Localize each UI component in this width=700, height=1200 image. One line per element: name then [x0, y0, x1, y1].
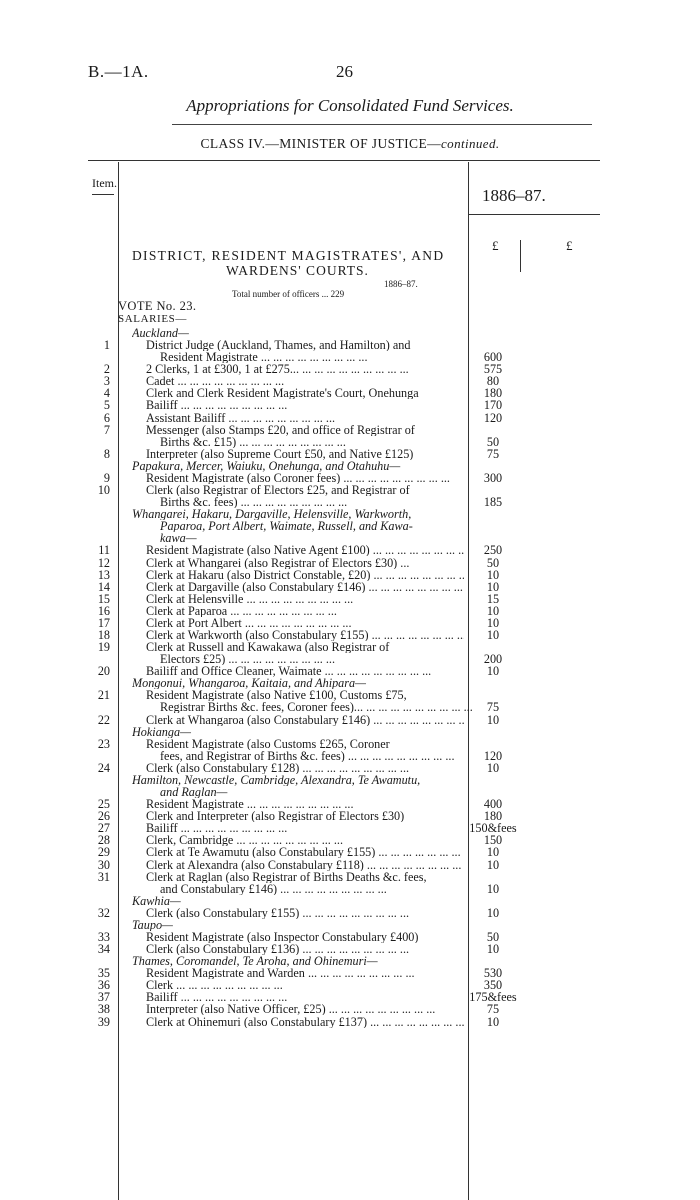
item-description: Hamilton, Newcastle, Cambridge, Alexandra, Te Awamutu, [132, 773, 421, 786]
item-number: 25 [97, 797, 110, 812]
table-row [0, 593, 700, 605]
item-amount: 150 [483, 833, 503, 848]
table-row [0, 762, 700, 774]
item-number: 19 [97, 640, 110, 655]
item-description: 2 Clerks, 1 at £300, 1 at £275... ... [146, 363, 464, 375]
table-row [0, 641, 700, 653]
item-amount: 10 [486, 579, 500, 594]
item-number: 8 [103, 446, 110, 461]
item-description: Resident Magistrate ... [160, 351, 478, 363]
item-amount: 175&fees [469, 990, 517, 1005]
item-number: 31 [97, 869, 110, 884]
item-number: 24 [97, 760, 110, 775]
item-description: Clerk (also Constabulary £136) ... [146, 943, 464, 955]
item-amount: 10 [486, 942, 500, 957]
item-number: 34 [97, 942, 110, 957]
item-amount: 50 [486, 555, 500, 570]
item-description: fees, and Registrar of Births &c. fees) ... [160, 750, 478, 762]
item-description: Clerk at Port Albert ... [146, 617, 464, 629]
item-description: Clerk at Warkworth (also Constabulary £155) ... [146, 629, 464, 641]
officers-total: Total number of officers ... 229 [232, 289, 345, 299]
table-row [0, 399, 700, 411]
item-number: 33 [97, 930, 110, 944]
item-description: Resident Magistrate and Warden ... [146, 967, 464, 979]
item-description: Resident Magistrate (also Inspector Constabulary £400) [146, 931, 419, 943]
year-header: 1886–87. [482, 186, 546, 205]
item-description: Clerk at Helensville ... [146, 593, 464, 605]
item-description: Papakura, Mercer, Waiuku, Onehunga, and Otahuhu— [132, 459, 401, 472]
item-amount: 600 [483, 350, 503, 365]
item-number: 2 [103, 362, 110, 377]
class-title-continued: continued. [441, 136, 500, 151]
table-row [0, 859, 700, 871]
table-row [0, 907, 700, 919]
item-description: Taupo— [132, 918, 173, 931]
item-amount: 150&fees [469, 821, 517, 836]
item-amount: 10 [486, 905, 500, 920]
item-description: District Judge (Auckland, Thames, and Hamilton) and [146, 339, 411, 352]
item-description: Births &c. £15) ... [160, 436, 478, 448]
item-number: 30 [97, 857, 110, 872]
item-number: 27 [97, 821, 110, 836]
item-amount: 10 [486, 615, 500, 630]
item-amount: 120 [483, 748, 503, 763]
item-description: Interpreter (also Supreme Court £50, and Native £125) [146, 447, 414, 460]
item-amount: 10 [486, 664, 500, 679]
item-description: Registrar Births &c. fees, Coroner fees)... ... [160, 701, 478, 713]
table-row [0, 557, 700, 569]
item-number: 26 [97, 809, 110, 824]
item-description: Auckland— [132, 327, 189, 339]
table-row [0, 484, 700, 496]
item-number: 28 [97, 833, 110, 848]
table-row [0, 436, 700, 448]
item-amount: 170 [483, 398, 503, 413]
report-reference: B.—1A. [88, 62, 149, 81]
item-number: 37 [97, 990, 110, 1005]
item-amount: 75 [486, 700, 500, 715]
item-number: 11 [98, 543, 110, 558]
table-row [0, 774, 700, 786]
item-column-header: Item. [92, 176, 117, 190]
table-row [0, 846, 700, 858]
item-description: Thames, Coromandel, Te Aroha, and Ohinemuri— [132, 955, 378, 968]
table-row [0, 520, 700, 532]
item-number: 15 [97, 591, 110, 606]
item-amount: 10 [486, 881, 500, 896]
item-number: 10 [97, 483, 110, 498]
item-description: Clerk and Clerk Resident Magistrate's Court, Onehunga [146, 387, 419, 400]
item-description: Bailiff and Office Cleaner, Waimate ... [146, 665, 464, 677]
item-number: 32 [97, 905, 110, 920]
item-amount: 200 [483, 652, 503, 667]
item-amount: 300 [483, 470, 503, 485]
table-row [0, 750, 700, 762]
item-description: Resident Magistrate (also Native Agent £100) ... [146, 544, 464, 556]
item-number: 22 [97, 712, 110, 727]
item-amount: 10 [486, 857, 500, 872]
item-amount: 75 [486, 446, 500, 461]
item-amount: 530 [483, 966, 503, 981]
item-amount: 10 [486, 760, 500, 775]
table-row [0, 689, 700, 701]
item-number: 1 [103, 338, 110, 353]
item-amount: 180 [483, 809, 503, 824]
item-amount: 10 [486, 567, 500, 582]
item-description: Clerk ... [146, 979, 464, 991]
item-description: Clerk (also Constabulary £155) ... [146, 907, 464, 919]
item-number: 12 [97, 555, 110, 570]
item-amount: 10 [486, 603, 500, 618]
currency-header-1: £ [492, 238, 499, 253]
page-number: 26 [336, 62, 353, 81]
item-description: Clerk at Whangarei (also Registrar of Electors £30) ... [146, 556, 410, 569]
item-amount: 250 [483, 543, 503, 558]
item-description: Clerk at Ohinemuri (also Constabulary £137) ... [146, 1016, 464, 1028]
item-number: 18 [97, 628, 110, 642]
table-row [0, 701, 700, 713]
table-row [0, 508, 700, 520]
item-description: Interpreter (also Native Officer, £25) ... [146, 1003, 464, 1015]
table-row [0, 1003, 700, 1015]
section-year: 1886–87. [384, 279, 418, 289]
item-description: Clerk (also Registrar of Electors £25, and Registrar of [146, 484, 410, 497]
table-row [0, 726, 700, 738]
item-description: Clerk, Cambridge ... [146, 834, 464, 846]
table-row [0, 943, 700, 955]
item-description: kawa— [160, 532, 197, 545]
table-row [0, 412, 700, 424]
salaries-heading: SALARIES— [118, 313, 187, 325]
item-number: 13 [97, 567, 110, 582]
item-description: and Constabulary £146) ... [160, 883, 478, 895]
item-amount: 10 [486, 845, 500, 860]
item-amount: 10 [486, 1014, 500, 1029]
item-number: 36 [97, 978, 110, 993]
table-row [0, 714, 700, 726]
item-description: Clerk and Interpreter (also Registrar of Electors £30) [146, 810, 405, 823]
table-row [0, 448, 700, 460]
item-number: 9 [103, 470, 110, 485]
table-row [0, 569, 700, 581]
item-number: 29 [97, 845, 110, 860]
item-amount: 15 [486, 591, 500, 606]
item-description: Whangarei, Hakaru, Dargaville, Helensville, Warkworth, [132, 508, 412, 521]
table-row [0, 544, 700, 556]
item-description: Clerk at Russell and Kawakawa (also Registrar of [146, 641, 390, 654]
item-description: Clerk (also Constabulary £128) ... [146, 762, 464, 774]
table-row [0, 581, 700, 593]
item-description: Kawhia— [132, 894, 181, 907]
item-description: Clerk at Te Awamutu (also Constabulary £155) ... [146, 846, 464, 858]
page-title: Appropriations for Consolidated Fund Services. [186, 96, 514, 115]
item-description: Bailiff ... [146, 399, 464, 411]
item-description: Clerk at Dargaville (also Constabulary £146) ... [146, 581, 464, 593]
item-number: 35 [97, 966, 110, 981]
item-description: Clerk at Paparoa ... [146, 605, 464, 617]
item-description: Electors £25) ... [160, 653, 478, 665]
item-number: 4 [103, 386, 110, 401]
item-description: Clerk at Raglan (also Registrar of Births Deaths &c. fees, [146, 870, 427, 883]
table-row [0, 339, 700, 351]
class-title-main: CLASS IV.—MINISTER OF JUSTICE— [200, 136, 441, 151]
item-amount: 350 [483, 978, 503, 993]
item-description: Bailiff ... [146, 991, 464, 1003]
vote-number: VOTE No. 23. [118, 299, 197, 313]
item-number: 3 [103, 374, 110, 389]
table-row [0, 871, 700, 883]
item-number: 17 [97, 615, 110, 630]
item-amount: 50 [486, 930, 500, 944]
item-amount: 80 [486, 374, 500, 389]
item-description: Hokianga— [132, 725, 191, 738]
item-amount: 50 [486, 434, 500, 449]
item-number: 6 [103, 410, 110, 425]
item-description: Cadet ... [146, 375, 464, 387]
item-amount: 180 [483, 386, 503, 401]
item-description: Births &c. fees) ... [160, 496, 478, 508]
item-amount: 10 [486, 628, 500, 642]
item-description: Assistant Bailiff ... [146, 412, 464, 424]
item-amount: 10 [486, 712, 500, 727]
table-row [0, 738, 700, 750]
item-number: 7 [103, 422, 110, 437]
section-title: DISTRICT, RESIDENT MAGISTRATES', AND [132, 248, 445, 263]
item-description: Clerk at Hakaru (also District Constable, £20) ... [146, 569, 464, 581]
table-row [0, 496, 700, 508]
item-description: Resident Magistrate (also Customs £265, Coroner [146, 737, 390, 750]
section-title-line2: WARDENS' COURTS. [226, 263, 369, 278]
item-amount: 575 [483, 362, 503, 377]
item-amount: 400 [483, 797, 503, 812]
item-amount: 75 [486, 1002, 500, 1017]
item-number: 20 [97, 664, 110, 679]
item-description: Resident Magistrate (also Coroner fees) ... [146, 472, 464, 484]
item-description: and Raglan— [160, 786, 228, 799]
item-number: 14 [97, 579, 110, 594]
item-description: Clerk at Whangaroa (also Constabulary £146) ... [146, 714, 464, 726]
item-description: Bailiff ... [146, 822, 464, 834]
currency-header-2: £ [566, 238, 573, 253]
item-number: 23 [97, 736, 110, 751]
table-row [0, 883, 700, 895]
item-description: Resident Magistrate ... [146, 798, 464, 810]
item-description: Messenger (also Stamps £20, and office of Registrar of [146, 423, 415, 436]
item-description: Mongonui, Whangaroa, Kaitaia, and Ahipara— [132, 677, 366, 690]
item-number: 21 [97, 688, 110, 703]
table-row [0, 665, 700, 677]
item-description: Paparoa, Port Albert, Waimate, Russell, and Kawa- [160, 520, 413, 533]
item-number: 38 [97, 1002, 110, 1017]
item-amount: 120 [483, 410, 503, 425]
item-description: Resident Magistrate (also Native £100, Customs £75, [146, 689, 407, 702]
table-row [0, 1016, 700, 1028]
table-row [0, 424, 700, 436]
item-amount: 185 [483, 495, 503, 510]
item-number: 5 [103, 398, 110, 413]
table-row [0, 895, 700, 907]
item-number: 39 [97, 1014, 110, 1029]
item-number: 16 [97, 603, 110, 618]
item-description: Clerk at Alexandra (also Constabulary £118) ... [146, 859, 464, 871]
